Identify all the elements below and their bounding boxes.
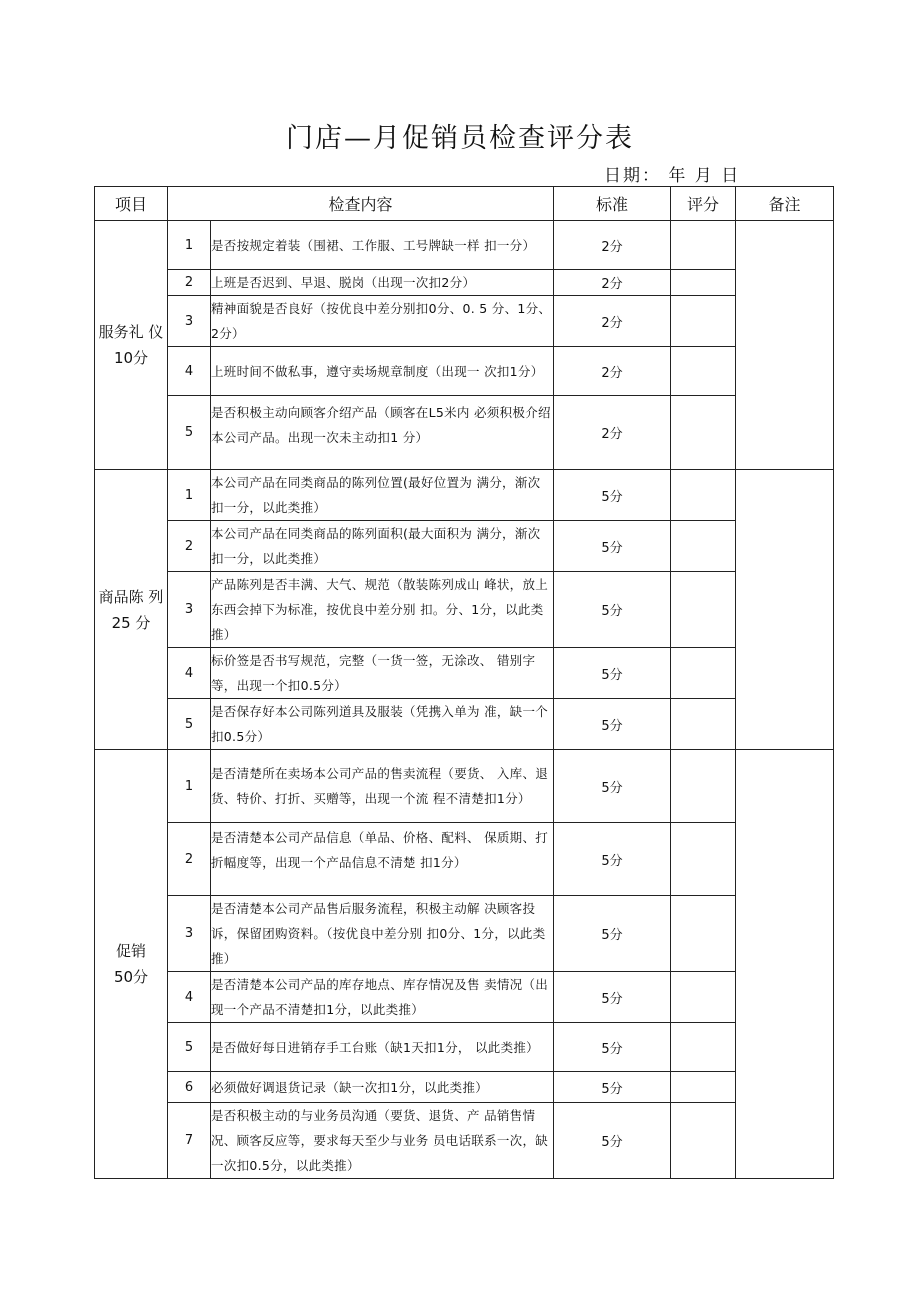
header-content: 检查内容 xyxy=(168,187,554,221)
table-row xyxy=(95,296,834,347)
page-title: 门店—月促销员检查评分表 xyxy=(286,123,634,154)
table-row xyxy=(95,396,834,470)
table-row xyxy=(95,648,834,699)
section-points: 10分 xyxy=(113,349,149,367)
row-number: 1 xyxy=(168,750,211,823)
row-number: 2 xyxy=(168,521,211,572)
table-row xyxy=(95,270,834,296)
score-cell[interactable] xyxy=(671,972,736,1023)
score-cell[interactable] xyxy=(671,470,736,521)
score-cell[interactable] xyxy=(671,347,736,396)
score-cell[interactable] xyxy=(671,648,736,699)
standard-value: 5分 xyxy=(554,572,671,648)
section-name: 商品陈 列 xyxy=(98,587,164,606)
check-item: 上班时间不做私事，遵守卖场规章制度（出现一 次扣1分） xyxy=(211,347,554,396)
standard-value: 5分 xyxy=(554,896,671,972)
check-item: 是否做好每日进销存手工台账（缺1天扣1分， 以此类推） xyxy=(211,1023,554,1072)
note-cell[interactable] xyxy=(736,470,834,750)
check-item: 是否清楚本公司产品的库存地点、库存情况及售 卖情况（出现一个产品不清楚扣1分，以此类推） xyxy=(211,972,554,1023)
check-item: 本公司产品在同类商品的陈列位置(最好位置为 满分，渐次扣一分，以此类推） xyxy=(211,470,554,521)
row-number: 4 xyxy=(168,648,211,699)
header-score: 评分 xyxy=(671,187,736,221)
header-item: 项目 xyxy=(95,187,168,221)
standard-value: 5分 xyxy=(554,1072,671,1103)
check-item: 标价签是否书写规范，完整（一货一签，无涂改、 错别字等，出现一个扣0.5分） xyxy=(211,648,554,699)
header-row xyxy=(95,187,834,221)
check-item: 精神面貌是否良好（按优良中差分别扣0分、0. 5 分、1分、2分） xyxy=(211,296,554,347)
note-cell[interactable] xyxy=(736,221,834,470)
score-cell[interactable] xyxy=(671,296,736,347)
row-number: 5 xyxy=(168,699,211,750)
score-cell[interactable] xyxy=(671,823,736,896)
standard-value: 2分 xyxy=(554,270,671,296)
check-item: 是否按规定着装（围裙、工作服、工号牌缺一样 扣一分） xyxy=(211,221,554,270)
score-cell[interactable] xyxy=(671,750,736,823)
section-label xyxy=(95,470,168,750)
section-label xyxy=(95,221,168,470)
score-cell[interactable] xyxy=(671,572,736,648)
score-cell[interactable] xyxy=(671,521,736,572)
standard-value: 2分 xyxy=(554,347,671,396)
check-item: 是否清楚本公司产品售后服务流程，积极主动解 决顾客投诉，保留团购资料。（按优良中差分别 扣0分、1分，以此类推） xyxy=(211,896,554,972)
check-item: 是否保存好本公司陈列道具及服装（凭携入单为 准，缺一个扣0.5分） xyxy=(211,699,554,750)
header-note: 备注 xyxy=(736,187,834,221)
table-row xyxy=(95,572,834,648)
section-label xyxy=(95,750,168,1179)
check-item: 是否积极主动的与业务员沟通（要货、退货、产 品销售情况、顾客反应等，要求每天至少与业务 员电话联系一次，缺一次扣0.5分，以此类推） xyxy=(211,1103,554,1179)
score-table xyxy=(94,186,834,1179)
score-cell[interactable] xyxy=(671,396,736,470)
score-cell[interactable] xyxy=(671,270,736,296)
check-item: 是否积极主动向顾客介绍产品（顾客在L5米内 必须积极介绍本公司产品。出现一次未主动扣1 分） xyxy=(211,396,554,470)
row-number: 5 xyxy=(168,1023,211,1072)
table-row xyxy=(95,347,834,396)
table-row xyxy=(95,972,834,1023)
table-row xyxy=(95,1072,834,1103)
table-row xyxy=(95,1103,834,1179)
section-points: 50分 xyxy=(113,968,149,986)
section-name: 服务礼 仪 xyxy=(98,323,164,341)
table-row xyxy=(95,521,834,572)
row-number: 1 xyxy=(168,221,211,270)
standard-value: 5分 xyxy=(554,648,671,699)
standard-value: 5分 xyxy=(554,699,671,750)
row-number: 3 xyxy=(168,572,211,648)
section-name: 促销 xyxy=(115,942,146,960)
score-cell[interactable] xyxy=(671,1072,736,1103)
score-cell[interactable] xyxy=(671,1023,736,1072)
row-number: 5 xyxy=(168,396,211,470)
standard-value: 5分 xyxy=(554,1103,671,1179)
score-cell[interactable] xyxy=(671,1103,736,1179)
standard-value: 2分 xyxy=(554,396,671,470)
row-number: 4 xyxy=(168,972,211,1023)
check-item: 是否清楚所在卖场本公司产品的售卖流程（要货、 入库、退货、特价、打折、买赠等，出现一个流 程不清楚扣1分） xyxy=(211,750,554,823)
row-number: 6 xyxy=(168,1072,211,1103)
row-number: 4 xyxy=(168,347,211,396)
row-number: 1 xyxy=(168,470,211,521)
score-cell[interactable] xyxy=(671,896,736,972)
row-number: 7 xyxy=(168,1103,211,1179)
standard-value: 2分 xyxy=(554,221,671,270)
check-item: 必须做好调退货记录（缺一次扣1分，以此类推） xyxy=(211,1072,554,1103)
row-number: 3 xyxy=(168,896,211,972)
table-row xyxy=(95,1023,834,1072)
standard-value: 5分 xyxy=(554,750,671,823)
table-row xyxy=(95,896,834,972)
table-row xyxy=(95,221,834,270)
check-item: 是否清楚本公司产品信息（单品、价格、配料、 保质期、打折幅度等，出现一个产品信息不清楚 扣1分） xyxy=(211,823,554,896)
row-number: 2 xyxy=(168,823,211,896)
standard-value: 5分 xyxy=(554,521,671,572)
standard-value: 2分 xyxy=(554,296,671,347)
table-row xyxy=(95,470,834,521)
date-label: 日期： 年 月 日 xyxy=(604,166,741,186)
score-cell[interactable] xyxy=(671,221,736,270)
check-item: 上班是否迟到、早退、脱岗（出现一次扣2分） xyxy=(211,270,554,296)
standard-value: 5分 xyxy=(554,823,671,896)
check-item: 产品陈列是否丰满、大气、规范（散装陈列成山 峰状，放上东西会掉下为标准，按优良中差分别 扣。分、1分，以此类推） xyxy=(211,572,554,648)
table-row xyxy=(95,750,834,823)
header-standard: 标准 xyxy=(554,187,671,221)
note-cell[interactable] xyxy=(736,750,834,1179)
section-points: 25 分 xyxy=(111,613,151,632)
row-number: 2 xyxy=(168,270,211,296)
table-row xyxy=(95,699,834,750)
standard-value: 5分 xyxy=(554,470,671,521)
standard-value: 5分 xyxy=(554,972,671,1023)
standard-value: 5分 xyxy=(554,1023,671,1072)
row-number: 3 xyxy=(168,296,211,347)
check-item: 本公司产品在同类商品的陈列面积(最大面积为 满分，渐次扣一分，以此类推） xyxy=(211,521,554,572)
score-cell[interactable] xyxy=(671,699,736,750)
table-row xyxy=(95,823,834,896)
